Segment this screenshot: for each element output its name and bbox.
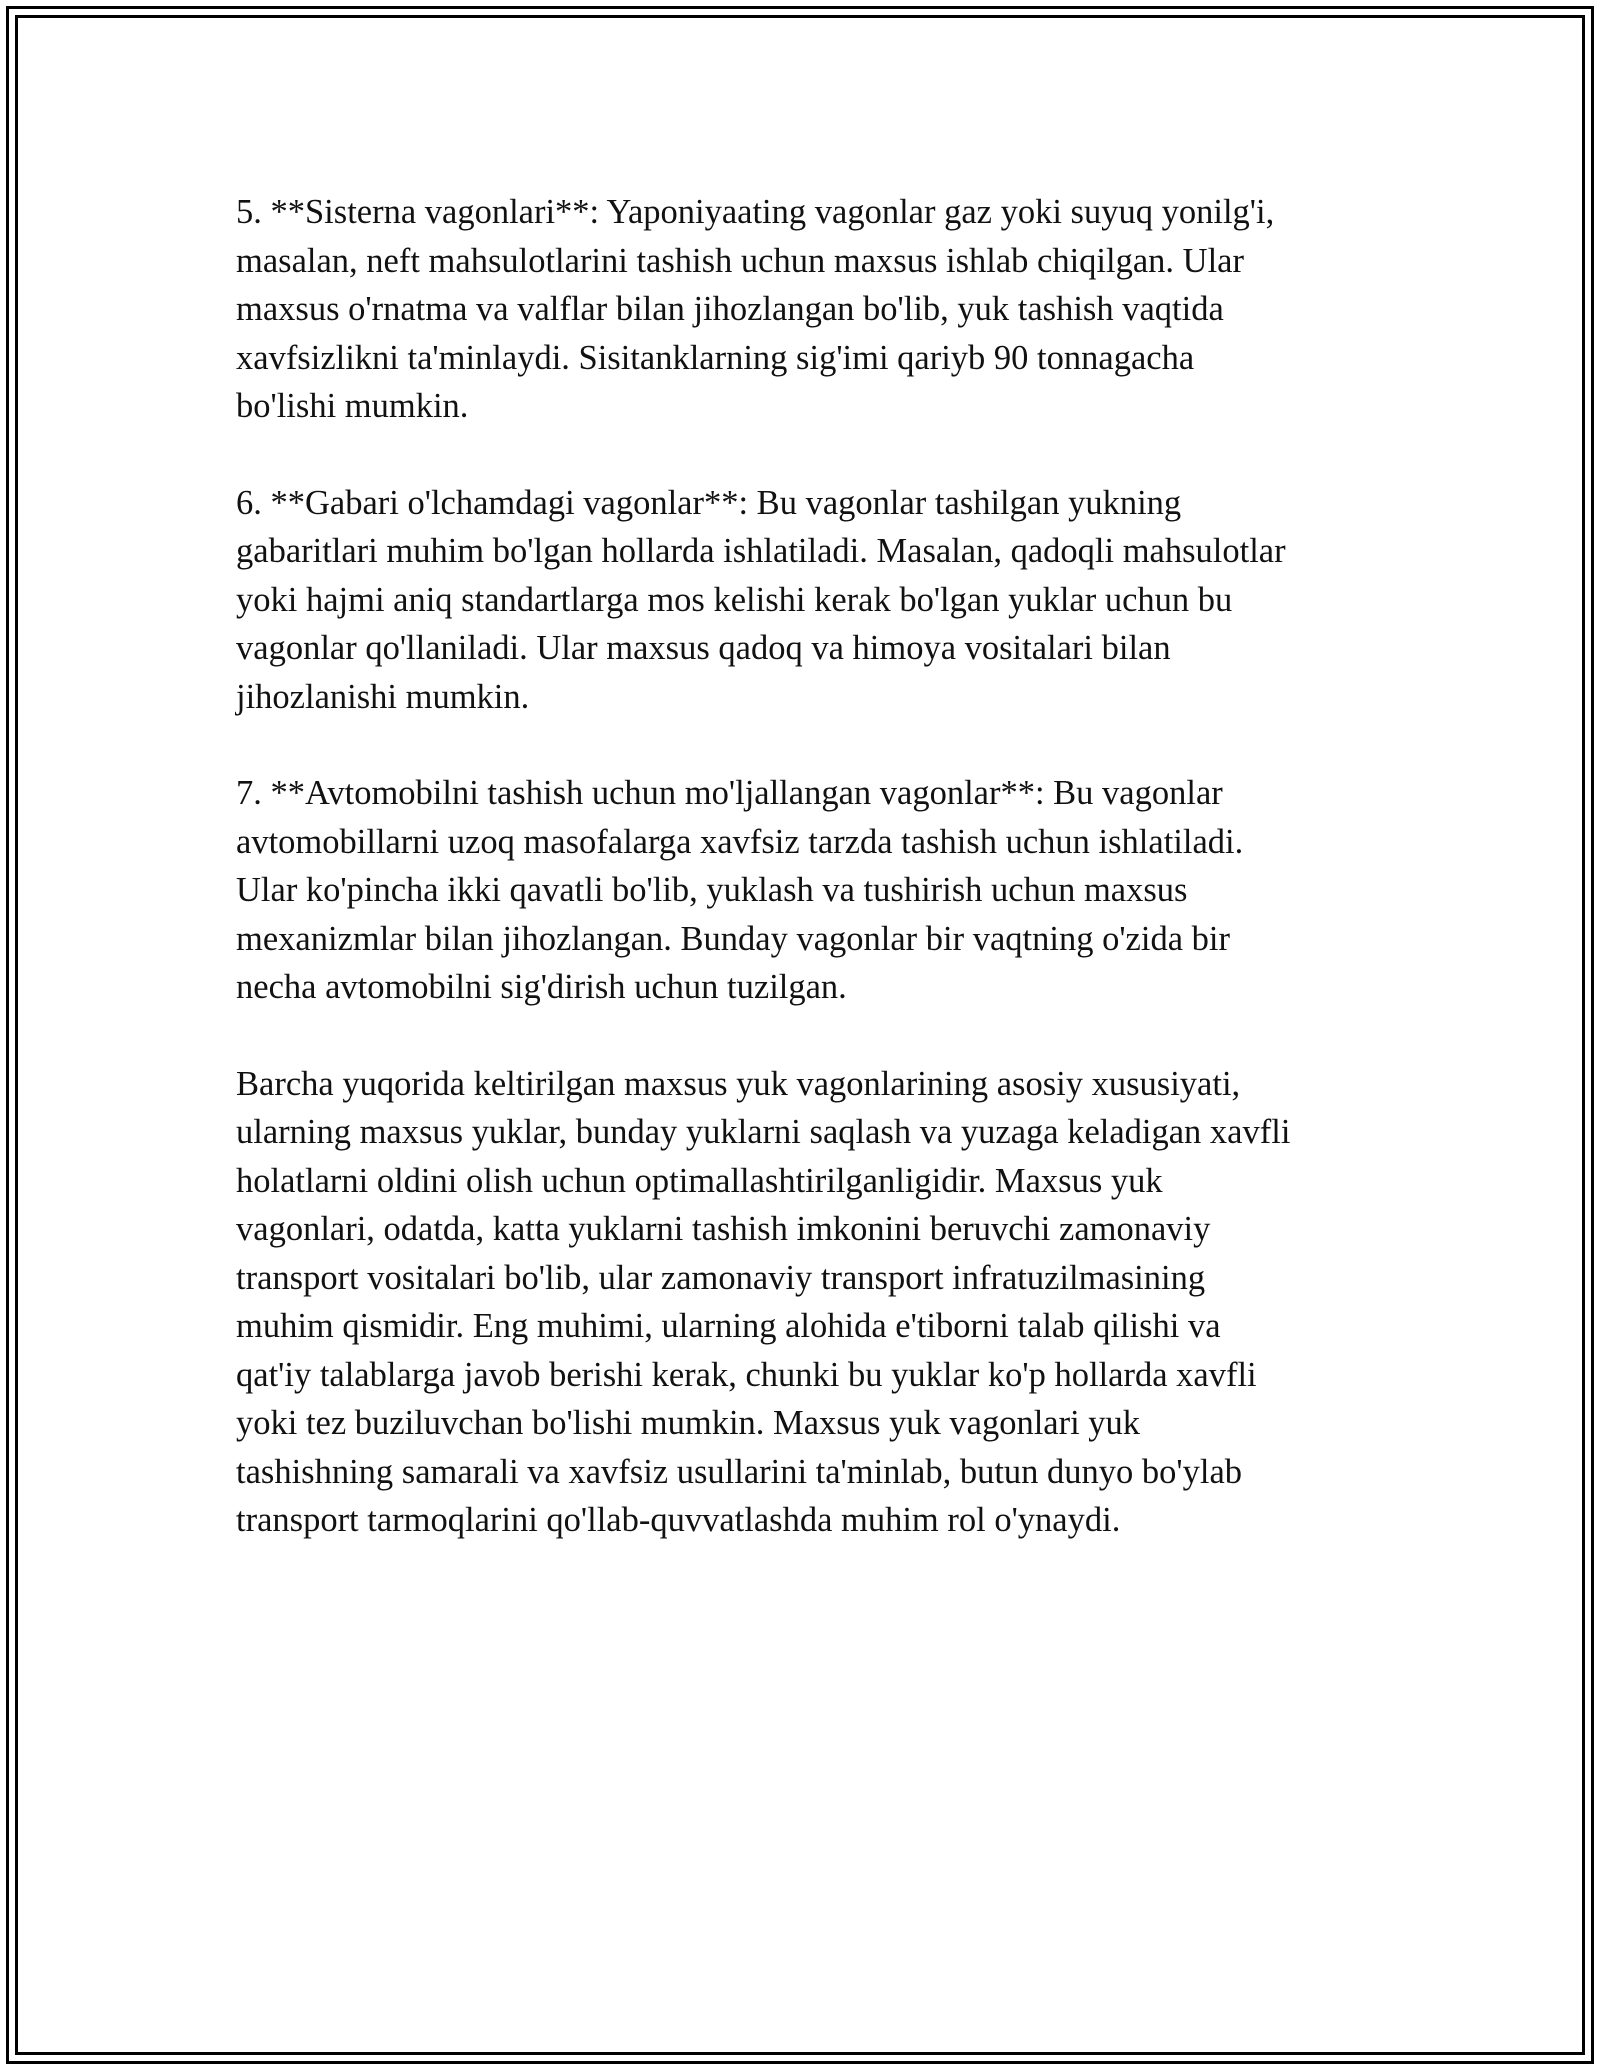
document-body — [236, 188, 1376, 1593]
paragraph-avtomobil-vagonlar: 7. **Avtomobilni tashish uchun mo'ljallangan vagonlar**: Bu vagonlar avtomobillarni uzoq masofalarga xavfsiz tarzda tashish uchun ishlatiladi. Ular ko'pincha ikki qavatli bo'lib, yuklash va tushirish uchun maxsus mexanizmlar bilan jihozlangan. Bunday vagonlar bir vaqtning o'zida bir necha avtomobilni sig'dirish uchun tuzilgan. — [236, 774, 1244, 1006]
paragraph-gabari-vagonlar: 6. **Gabari o'lchamdagi vagonlar**: Bu vagonlar tashilgan yukning gabaritlari muhim bo'lgan hollarda ishlatiladi. Masalan, qadoqli mahsulotlar yoki hajmi aniq standartlarga mos kelishi kerak bo'lgan yuklar uchun bu vagonlar qo'llaniladi. Ular maxsus qadoq va himoya vositalari bilan jihozlanishi mumkin. — [236, 483, 1286, 716]
paragraph-conclusion: Barcha yuqorida keltirilgan maxsus yuk vagonlarining asosiy xususiyati, ularning maxsus yuklar, bunday yuklarni saqlash va yuzaga keladigan xavfli holatlarni oldini olish uchun optimallashtirilganligidir. Maxsus yuk vagonlari, odatda, katta yuklarni tashish imkonini beruvchi zamonaviy transport vositalari bo'lib, ular zamonaviy transport infratuzilmasining muhim qismidir. Eng muhimi, ularning alohida e'tiborni talab qilishi va qat'iy talablarga javob berishi kerak, chunki bu yuklar ko'p hollarda xavfli yoki tez buziluvchan bo'lishi mumkin. Maxsus yuk vagonlari yuk tashishning samarali va xavfsiz usullarini ta'minlab, butun dunyo bo'ylab transport tarmoqlarini qo'llab-quvvatlashda muhim rol o'ynaydi. — [236, 1064, 1291, 1539]
paragraph-sisterna-vagonlari: 5. **Sisterna vagonlari**: Yaponiyaating vagonlar gaz yoki suyuq yonilg'i, masalan, neft mahsulotlarini tashish uchun maxsus ishlab chiqilgan. Ular maxsus o'rnatma va valflar bilan jihozlangan bo'lib, yuk tashish vaqtida xavfsizlikni ta'minlaydi. Sisitanklarning sig'imi qariyb 90 tonnagacha bo'lishi mumkin. — [236, 193, 1275, 425]
